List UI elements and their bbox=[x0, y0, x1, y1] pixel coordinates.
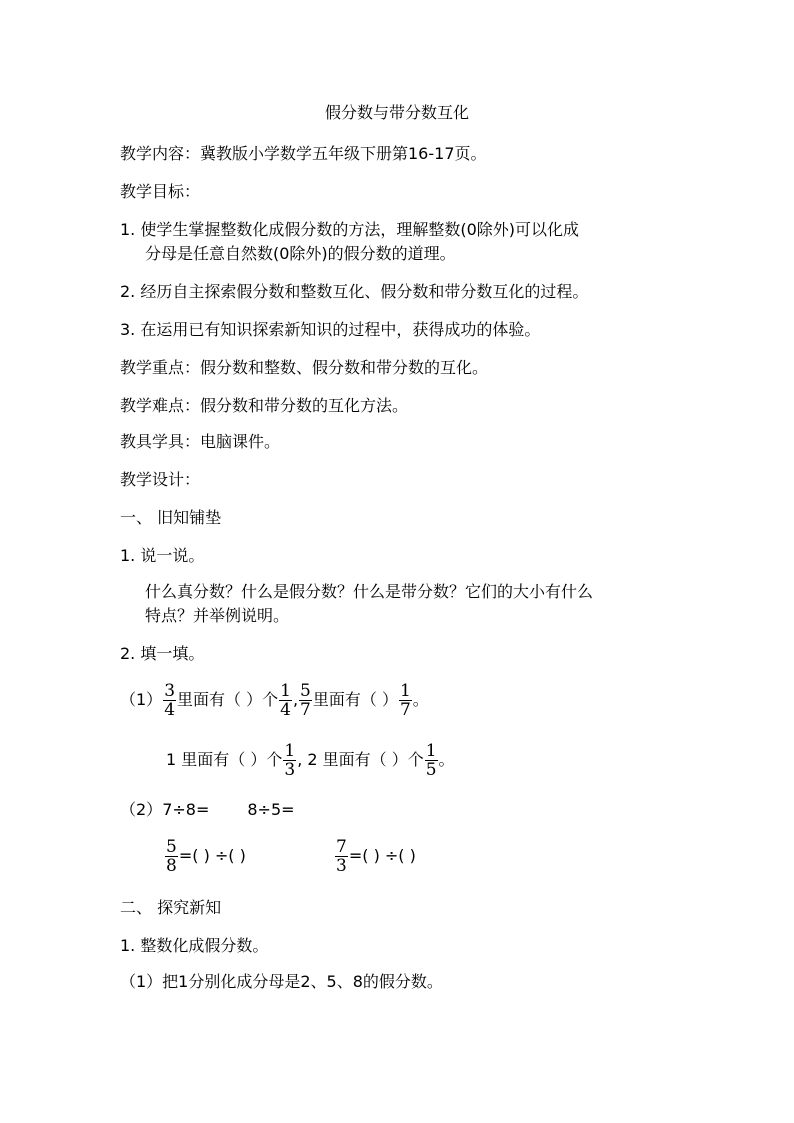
goal-2: 2. 经历自主探索假分数和整数互化、假分数和带分数互化的过程。 bbox=[120, 282, 589, 301]
fraction-1-3: $\frac{1}{3}$ bbox=[284, 741, 296, 780]
fraction-1-7: $\frac{1}{7}$ bbox=[399, 681, 411, 720]
fraction-1-5: $\frac{1}{5}$ bbox=[425, 741, 437, 780]
fill-1-text-1: 里面有（ ）个 bbox=[177, 690, 279, 709]
goal-1-line-2: 分母是任意自然数(0除外)的假分数的道理。 bbox=[145, 244, 456, 263]
fill-1-row bbox=[120, 680, 429, 720]
section-2-item-1: 1. 整数化成假分数。 bbox=[120, 936, 269, 955]
section-1-item-2: 2. 填一填。 bbox=[120, 644, 205, 663]
fill-1b-text-2: , 2 里面有（ ）个 bbox=[297, 750, 424, 769]
fill-1b-row bbox=[166, 740, 455, 780]
tools: 教具学具：电脑课件。 bbox=[120, 432, 281, 451]
question-line-1: 什么真分数？什么是假分数？什么是带分数？它们的大小有什么 bbox=[145, 582, 594, 601]
goals-heading: 教学目标： bbox=[120, 182, 201, 201]
fill-2c-row bbox=[334, 836, 416, 876]
goal-3: 3. 在运用已有知识探索新知识的过程中，获得成功的体验。 bbox=[120, 320, 541, 339]
fraction-1-4: $\frac{1}{4}$ bbox=[280, 681, 291, 720]
expr-8-div-5: 8÷5= bbox=[247, 800, 295, 819]
fill-1-separator: , bbox=[292, 690, 299, 709]
teaching-content: 教学内容：冀教版小学数学五年级下册第16-17页。 bbox=[120, 144, 487, 163]
key-point: 教学重点：假分数和整数、假分数和带分数的互化。 bbox=[120, 358, 489, 377]
goal-1-line-1: 1. 使学生掌握整数化成假分数的方法，理解整数(0除外)可以化成 bbox=[120, 220, 580, 239]
fraction-7-3: $\frac{7}{3}$ bbox=[336, 837, 347, 876]
fill-1-text-2: 里面有（ ） bbox=[312, 690, 398, 709]
fraction-5-7: $\frac{5}{7}$ bbox=[300, 681, 311, 720]
section-2-sub-1: （1）把1分别化成分母是2、5、8的假分数。 bbox=[120, 972, 443, 991]
fraction-5-8: $\frac{5}{8}$ bbox=[166, 837, 177, 876]
fraction-3-4: $\frac{3}{4}$ bbox=[164, 681, 176, 720]
difficulty: 教学难点：假分数和带分数的互化方法。 bbox=[120, 396, 409, 415]
fill-1b-text-1: 1 里面有（ ）个 bbox=[166, 750, 283, 769]
section-1-item-1: 1. 说一说。 bbox=[120, 546, 205, 565]
expr-7-div-8: 7÷8= bbox=[162, 800, 210, 819]
section-1-heading: 一、 旧知铺垫 bbox=[120, 508, 222, 527]
section-2-heading: 二、 探究新知 bbox=[120, 898, 222, 917]
fill-2b-text-1: =( ) ÷( ) bbox=[178, 846, 246, 865]
fill-2b-text-2: =( ) ÷( ) bbox=[348, 846, 416, 865]
design-heading: 教学设计： bbox=[120, 470, 201, 489]
fill-1-end: 。 bbox=[412, 690, 429, 709]
fill-1-label: （1） bbox=[120, 690, 163, 709]
fill-2b-row bbox=[164, 836, 246, 876]
fill-2-row bbox=[120, 800, 295, 820]
page-title: 假分数与带分数互化 bbox=[324, 103, 469, 122]
fill-2-label: （2） bbox=[120, 800, 163, 819]
fill-1b-end: 。 bbox=[438, 750, 455, 769]
question-line-2: 特点？并举例说明。 bbox=[145, 606, 290, 625]
